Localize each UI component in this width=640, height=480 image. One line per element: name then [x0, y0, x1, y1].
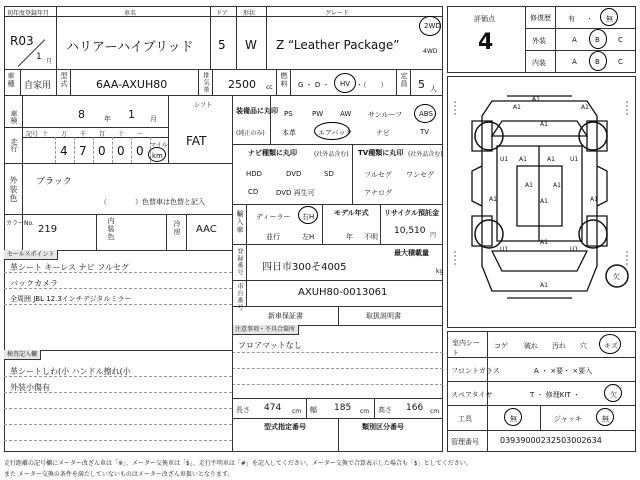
navi-dvd: DVD — [286, 170, 302, 178]
equip-abs: ABS — [419, 110, 433, 118]
mileage-cell-divider — [112, 137, 113, 163]
max-load-kg: kg — [436, 268, 444, 275]
navi-cd: CD — [248, 188, 259, 196]
fuel-hv-circle — [334, 73, 356, 93]
chassis-value: AXUH80-0013061 — [298, 287, 388, 298]
cc-unit: cc — [266, 84, 273, 91]
sales-line-3: 全周囲 JBL 12.3インチデジタルミラー — [10, 295, 132, 303]
right-hand-circle — [298, 206, 318, 224]
import-left-hand: 左H — [302, 233, 315, 241]
shape-label: 形状 — [243, 10, 256, 17]
use-value: 自家用 — [24, 81, 52, 91]
equip-navi: ナビ — [376, 129, 390, 137]
drive-2wd: 2WD — [424, 22, 441, 30]
diagram-mark: A1 — [590, 196, 598, 203]
diagram-mark: A1 — [519, 156, 527, 163]
footer-line-1: 走行距離の記号欄にメーター改ざん車は「※」、メーター交換車は「$」、走行不明車は「#」を記入してください。メーター交換で合算表示した場合も「$」としてください。 — [4, 460, 472, 467]
displacement-label: 排気量 — [202, 72, 209, 93]
shift-label: シフト — [194, 102, 213, 109]
import-parallel: 並行 — [266, 233, 280, 241]
control-no-value: 03939000232503002634 — [500, 436, 602, 445]
exterior-label: 外装 — [532, 37, 546, 45]
repair-yes: 有 — [568, 15, 575, 23]
first-reg-label: 初年度登録年月 — [7, 10, 50, 17]
first-reg-era: R03 — [10, 34, 34, 48]
mileage-digit: 0 — [98, 144, 106, 158]
color-no-label: カラーNo. — [6, 220, 34, 227]
recycle-value: 10,510 — [394, 226, 426, 236]
diagram-mark: A1 — [513, 104, 521, 111]
tv-analog: アナログ — [364, 189, 392, 197]
tv-oneseg: ワンセグ — [406, 171, 434, 179]
interior-grade-b: B — [595, 58, 600, 66]
airbag-circle — [314, 122, 353, 140]
equip-pw: PW — [312, 110, 324, 118]
equipment-title: 装備品に丸印 — [236, 107, 278, 115]
length-label: 長さ — [236, 406, 250, 414]
displacement-value: 2500 — [228, 78, 256, 91]
spare-tire-options: T ・ 修理KIT ・ — [530, 391, 580, 399]
inspection-year-unit: 年 — [104, 115, 111, 123]
recycle-yen: 円 — [430, 232, 437, 239]
inspection-month-unit: 月 — [150, 115, 157, 123]
mileage-label: 走行 — [10, 138, 18, 152]
seat-hole: 穴 — [580, 342, 587, 350]
inspector-line-2: 外装小傷有 — [10, 383, 50, 392]
capacity-label: 定員 — [400, 72, 408, 88]
seat-burn: コゲ — [494, 342, 508, 350]
navi-hdd: HDD — [246, 170, 263, 178]
category-label: 車種 — [7, 72, 15, 88]
diagram-mark: A1 — [581, 104, 589, 111]
spare-missing-circle — [604, 384, 622, 402]
exterior-grade-b: B — [595, 36, 600, 44]
fuel-label: 燃料 — [280, 72, 288, 88]
mileage-unit: 百 — [99, 131, 106, 138]
drive-4wd: 4WD — [423, 48, 438, 55]
control-no-label: 管理番号 — [451, 438, 479, 446]
import-right-hand: 右H — [302, 213, 315, 221]
fuel-other: ・（ ） — [356, 81, 388, 89]
new-car-guarantee: 新車保証書 — [268, 312, 303, 320]
manual-label: 取扱説明書 — [366, 312, 401, 320]
mileage-unit: 万 — [61, 131, 68, 138]
jack-value: 無 — [602, 415, 609, 423]
mileage-digit: 0 — [117, 144, 125, 158]
interior-color-label: 内装色 — [107, 217, 115, 241]
footer-line-2: また メーター交換の条件を満たしていないものはメーター改ざん車扱いとなります。 — [4, 471, 234, 478]
mileage-cell-divider — [74, 137, 75, 163]
interior-grade-a: A — [572, 58, 577, 66]
type-spec-label: 型式指定番号 — [264, 423, 306, 431]
repair-label: 修復歴 — [530, 14, 551, 22]
seat-scratch-circle — [599, 334, 621, 354]
mileage-hint: 記号 — [26, 131, 39, 138]
type-label: 型式 — [60, 72, 68, 88]
mileage-unit: 十 — [118, 131, 125, 138]
mileage-unit: 千 — [80, 131, 87, 138]
diagram-mark: U1 — [570, 156, 579, 163]
spare-tire-selected: 欠 — [610, 391, 617, 399]
sales-line-2: バックカメラ — [10, 279, 58, 288]
mileage-unit: 一 — [137, 131, 144, 138]
exterior-b-circle — [589, 29, 607, 49]
sales-points-label: セールスポイント — [4, 250, 58, 260]
drive-2wd-circle — [419, 16, 441, 36]
diagram-mark: A1 — [540, 198, 548, 205]
class-label: 類別区分番号 — [362, 423, 404, 431]
interior-b-circle — [589, 51, 607, 71]
width-label: 幅 — [310, 406, 317, 414]
tv-note: (社外品含む) — [408, 151, 443, 158]
tools-value: 無 — [510, 415, 517, 423]
diagram-mark: A1 — [540, 121, 548, 128]
windshield-options: A ・ ×要・ ×要入 — [534, 367, 593, 375]
capacity-unit: 人 — [430, 85, 437, 93]
diagram-mark: U1 — [570, 246, 579, 253]
seat-stain: 汚れ — [552, 342, 566, 350]
diagram-mark: U1 — [500, 246, 509, 253]
equip-aw: AW — [340, 110, 352, 118]
model-code: 6AA-AXUH80 — [96, 78, 168, 91]
mileage-digit: 0 — [136, 144, 144, 158]
ac-label: 冷房 — [173, 220, 181, 236]
tv-fullseg: フルセグ — [364, 171, 392, 179]
remarks-line-1: フロアマットなし — [238, 341, 302, 350]
equip-sunroof: サンルーフ — [368, 111, 403, 119]
car-name: ハリアーハイブリッド — [66, 40, 194, 55]
navi-note: (社外品含む) — [314, 151, 349, 158]
diagram-mark: A1 — [540, 282, 548, 289]
equip-leather: 本革 — [282, 129, 296, 137]
km-circle — [148, 147, 166, 162]
import-dealer: ディーラー — [256, 213, 291, 221]
capacity-value: 5 — [418, 78, 425, 91]
repair-no: 無 — [606, 15, 613, 23]
equip-airbag: エアバック — [318, 129, 353, 137]
height-value: 166 — [406, 403, 424, 413]
height-label: 高さ — [378, 406, 392, 414]
registration-label: 登録番号 — [236, 248, 243, 276]
interior-label: 内装 — [532, 59, 546, 67]
mile-label: マイル — [150, 142, 168, 149]
tv-title: TV種類に丸印 — [358, 149, 404, 157]
model-year-label: モデル年式 — [334, 209, 369, 217]
km-label: km — [152, 152, 163, 160]
diagram-mark: A1 — [532, 96, 540, 103]
repair-dot: ・ — [586, 15, 593, 23]
first-reg-month: 1 — [36, 52, 42, 62]
tools-label: 工具 — [458, 415, 472, 423]
exterior-grade-c: C — [618, 36, 623, 44]
jack-circle — [596, 408, 614, 426]
spare-missing-mark: 欠 — [613, 273, 620, 281]
equipment-subtitle: (純正のみ) — [236, 130, 265, 137]
navi-dvd-play: DVD 再生可 — [276, 189, 315, 197]
diagram-mark: A1 — [525, 182, 533, 189]
inspector-label: 検査記入欄 — [4, 350, 41, 360]
exterior-color-value: ブラック — [36, 177, 72, 187]
color-no-value: 219 — [38, 224, 58, 235]
exterior-grade-a: A — [572, 36, 577, 44]
width-unit: cm — [360, 408, 370, 415]
score-value: 4 — [478, 30, 494, 55]
mileage-unit: 十 — [42, 131, 49, 138]
inspector-line-1: 革シートしわ(小 ハンドル擦れ(小 — [10, 367, 131, 376]
doors-label: ドア — [216, 10, 228, 17]
fuel-options: G ・ D ・ — [298, 81, 330, 89]
height-unit: cm — [430, 408, 440, 415]
shape-value: W — [245, 38, 257, 52]
seat-tear: 破れ — [524, 342, 538, 350]
fuel-selected: HV — [340, 80, 351, 88]
navi-title: ナビ種類に丸印 — [248, 149, 297, 157]
mileage-cell-divider — [55, 137, 56, 163]
windshield-label: フロントガラス — [451, 367, 500, 375]
diagram-mark: U1 — [500, 156, 509, 163]
inspection-year: 8 — [78, 108, 85, 121]
first-reg-month-unit: 月 — [46, 58, 53, 65]
length-unit: cm — [292, 408, 302, 415]
max-load-label: 最大積載量 — [394, 249, 429, 257]
seat-scratch: キズ — [604, 342, 618, 350]
score-label: 評価点 — [474, 15, 495, 23]
mileage-digit: 7 — [79, 144, 87, 158]
chassis-label: 車台番号 — [236, 283, 243, 311]
repair-no-circle — [600, 8, 618, 26]
doors-value: 5 — [218, 38, 226, 52]
ac-value: AAC — [196, 224, 217, 235]
sales-line-1: 革シート キーレス ナビ フルセグ — [10, 263, 129, 272]
color-change-note: （ ）色替車は色替と記入 — [100, 198, 205, 206]
grade-label: グレード — [325, 10, 350, 17]
interior-grade-c: C — [618, 58, 623, 66]
mileage-cell-divider — [131, 137, 132, 163]
diagram-mark: A1 — [489, 196, 497, 203]
tools-circle — [504, 408, 522, 426]
grade-value: Z “Leather Package” — [276, 38, 400, 52]
inspection-month: 1 — [128, 108, 135, 121]
car-name-label: 車名 — [124, 10, 137, 17]
exterior-color-label: 外装色 — [9, 176, 18, 203]
recycle-label: リサイクル預託金 — [384, 209, 440, 217]
length-value: 474 — [264, 403, 282, 413]
mileage-cell-divider — [93, 137, 94, 163]
model-year-unit: 年 — [346, 233, 353, 241]
registration-value: 四日市300そ4005 — [262, 262, 347, 273]
inspection-label: 車検 — [10, 110, 18, 124]
abs-circle — [414, 104, 436, 123]
diagram-mark: A1 — [540, 239, 548, 246]
interior-seat-label: 室内シート — [452, 339, 480, 357]
diagram-mark: A1 — [547, 156, 555, 163]
mileage-digit: 4 — [60, 144, 68, 158]
remarks-label: 注意事項・不具合箇所 — [232, 325, 299, 335]
jack-label: ジャッキ — [554, 415, 582, 423]
shift-value: FAT — [186, 134, 207, 148]
model-year-value: 不明 — [364, 233, 378, 241]
equip-ps: PS — [284, 110, 293, 118]
equip-tv: TV — [420, 128, 430, 136]
width-value: 185 — [334, 403, 352, 413]
diagram-mark: A1 — [553, 182, 561, 189]
spare-tire-label: スペアタイヤ — [451, 391, 493, 399]
navi-sd: SD — [324, 170, 334, 178]
import-label: 輸入車 — [236, 210, 244, 234]
